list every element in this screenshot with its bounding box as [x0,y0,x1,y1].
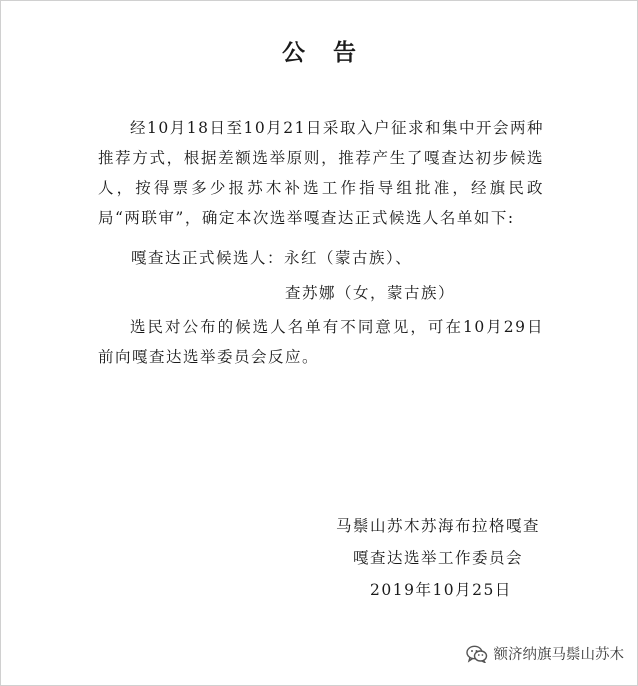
candidates-line-2: 查苏娜（女，蒙古族） [285,284,456,302]
signature-date: 2019年10月25日 [370,581,512,599]
candidates-line-1: 嘎查达正式候选人：永红（蒙古族）、 [131,249,413,267]
account-watermark [466,643,625,664]
signature-organization: 马鬃山苏木苏海布拉格嘎查 [336,517,541,535]
notice-paragraph-1: 经10月18日至10月21日采取入户征求和集中开会两种推荐方式，根据差额选举原则，推荐产生了嘎查达初步候选人，按得票多少报苏木补选工作指导组批准，经旗民政局“两联审”，确定本次选举嘎查达正式候选人名单如下: [98,119,544,227]
notice-paragraph-2: 选民对公布的候选人名单有不同意见，可在10月29日前向嘎查达选举委员会反应。 [98,318,544,366]
watermark-text: 额济纳旗马鬃山苏木 [493,647,624,663]
notice-title: 公告 [282,40,384,66]
wechat-icon [466,645,488,663]
signature-committee: 嘎查达选举工作委员会 [353,549,524,567]
